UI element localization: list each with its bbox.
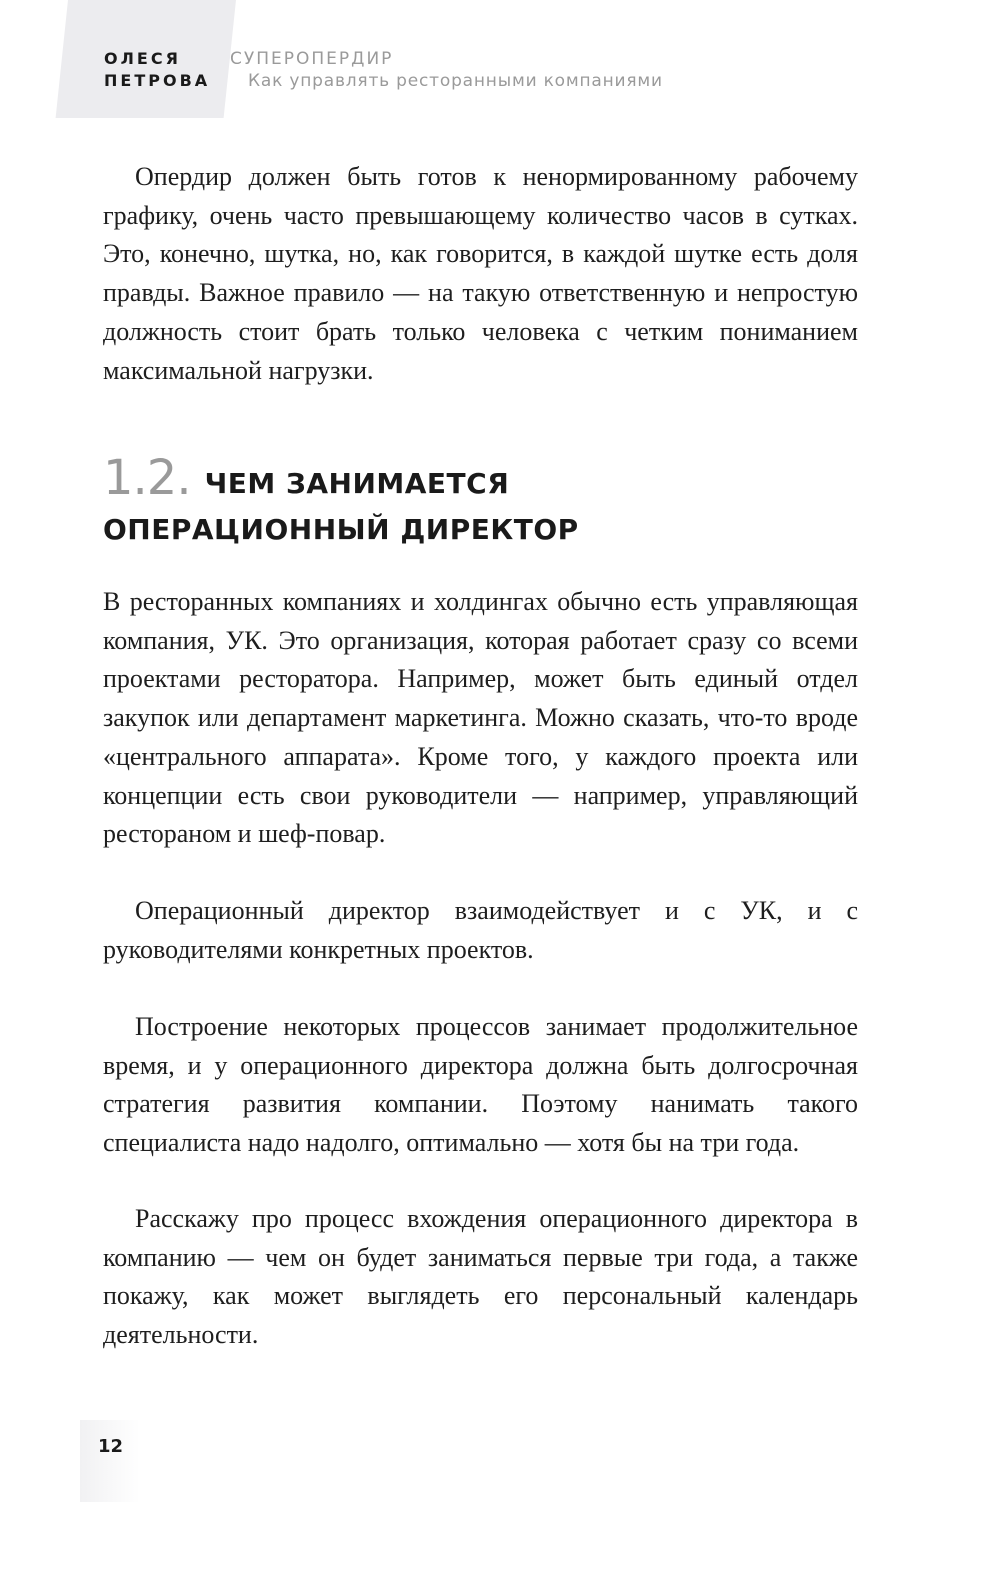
paragraph-3: Операционный директор взаимодействует и с УК, и с руководителями конкретных проектов. (103, 896, 858, 964)
running-header (104, 48, 663, 92)
paragraph-5: Расскажу про процесс вхождения операционного директора в компанию — чем он будет заниматься первые три года, а также покажу, как может выглядеть его персональный календарь деятельности. (103, 1204, 858, 1350)
book-info (230, 48, 663, 92)
page-number: 12 (98, 1436, 124, 1457)
book-title: СУПЕРОПЕРДИР (230, 49, 394, 69)
footer-corner-shade (80, 1420, 140, 1502)
chapter-title-line-2: ОПЕРАЦИОННЫЙ ДИРЕКТОР (103, 513, 579, 546)
paragraph-4: Построение некоторых процессов занимает продолжительное время, и у операционного директора должна быть долгосрочная стратегия развития компании. Поэтому нанимать такого специалиста надо надолго, оптимально — хотя бы на три года. (103, 1012, 858, 1158)
chapter-number: 1.2. (103, 450, 191, 506)
chapter-heading (103, 450, 863, 550)
chapter-title-line-1: ЧЕМ ЗАНИМАЕТСЯ (204, 467, 510, 500)
author-name (104, 48, 230, 92)
paragraph-2: В ресторанных компаниях и холдингах обычно есть управляющая компания, УК. Это организация, которая работает сразу со всеми проектами ресторатора. Например, может быть единый отдел закупок или департамент маркетинга. Можно сказать, что-то вроде «центрального аппарата». Кроме того, у каждого проекта или концепции есть свои руководители — например, управляющий рестораном и шеф-повар. (103, 587, 858, 849)
author-first-name: ОЛЕСЯ (104, 49, 181, 68)
book-subtitle: Как управлять ресторанными компаниями (248, 71, 663, 91)
paragraph-1: Опердир должен быть готов к ненормированному рабочему графику, очень часто превышающему количество часов в сутках. Это, конечно, шутка, но, как говорится, в каждой шутке есть доля правды. Важное правило — на такую ответственную и непростую должность стоит брать только человека с четким пониманием максимальной нагрузки. (103, 162, 858, 385)
author-last-name: ПЕТРОВА (104, 71, 211, 90)
